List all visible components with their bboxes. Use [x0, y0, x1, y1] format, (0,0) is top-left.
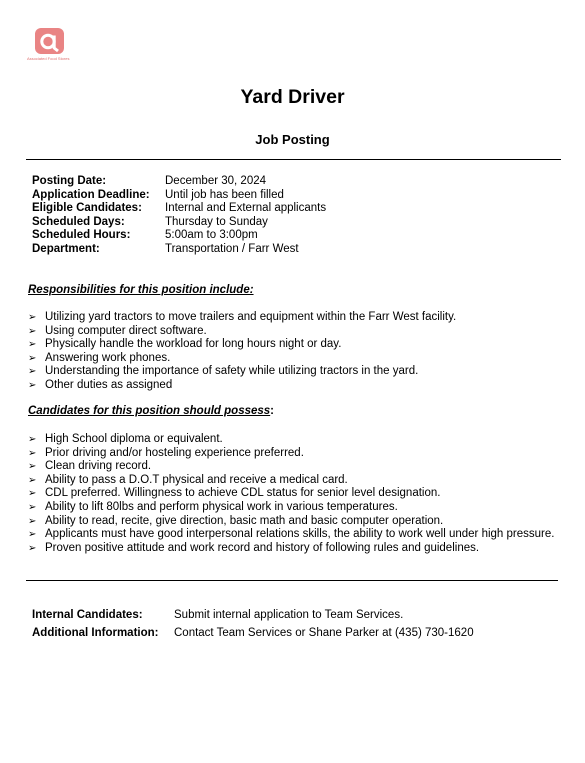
footer-row-additional-information — [32, 624, 474, 642]
list-item — [28, 460, 578, 474]
detail-value: December 30, 2024 — [165, 175, 267, 187]
arrow-bullet-icon: ➢ — [28, 515, 37, 527]
list-item — [28, 474, 578, 488]
list-item — [28, 365, 578, 379]
list-item — [28, 542, 578, 556]
logo-mark — [35, 28, 64, 54]
arrow-bullet-icon: ➢ — [28, 379, 37, 391]
detail-row-posting-date — [32, 175, 326, 189]
list-item — [28, 528, 578, 542]
list-item-text: Physically handle the workload for long hours night or day. — [45, 338, 342, 351]
list-item-text: Ability to lift 80lbs and perform physical work in various temperatures. — [45, 500, 398, 513]
detail-value: Thursday to Sunday — [165, 215, 268, 228]
bottom-divider — [26, 580, 558, 581]
page-subtitle: Job Posting — [255, 132, 330, 147]
list-item — [28, 433, 578, 447]
footer-row-internal-candidates — [32, 606, 474, 624]
arrow-bullet-icon: ➢ — [28, 447, 37, 459]
company-logo — [27, 28, 77, 64]
list-item-text: CDL preferred. Willingness to achieve CDL status for senior level designation. — [45, 487, 441, 500]
detail-label: Scheduled Hours: — [32, 229, 131, 242]
footer-label: Internal Candidates: — [32, 609, 143, 621]
logo-letter-icon — [35, 28, 64, 54]
arrow-bullet-icon: ➢ — [28, 352, 37, 364]
list-item-text: Proven positive attitude and work record and history of following rules and guidelines. — [45, 541, 480, 554]
list-item — [28, 487, 578, 501]
list-item-text: Other duties as assigned — [45, 378, 173, 391]
page-title: Yard Driver — [240, 86, 345, 108]
arrow-bullet-icon: ➢ — [28, 542, 37, 554]
detail-label: Application Deadline: — [32, 188, 150, 201]
list-item-text: Understanding the importance of safety while utilizing tractors in the yard. — [45, 365, 419, 378]
list-item-text: Answering work phones. — [45, 351, 171, 364]
qualifications-heading-text: Candidates for this position should possess — [28, 405, 271, 417]
list-item — [28, 501, 578, 515]
responsibilities-heading — [28, 284, 254, 296]
arrow-bullet-icon: ➢ — [28, 325, 37, 337]
detail-value: Internal and External applicants — [165, 202, 327, 215]
posting-details — [32, 175, 326, 257]
detail-row-scheduled-hours — [32, 229, 326, 243]
footer-details — [32, 606, 474, 642]
qualifications-heading — [28, 405, 274, 417]
arrow-bullet-icon: ➢ — [28, 501, 37, 513]
list-item — [28, 515, 578, 529]
list-item — [28, 325, 578, 339]
list-item-text: Ability to read, recite, give direction, basic math and basic computer operation. — [45, 514, 444, 527]
top-divider — [26, 159, 561, 160]
arrow-bullet-icon: ➢ — [28, 488, 37, 500]
list-item — [28, 379, 578, 393]
detail-row-department — [32, 243, 326, 257]
responsibilities-list — [28, 311, 578, 393]
list-item — [28, 447, 578, 461]
list-item-text: Prior driving and/or hosteling experience preferred. — [45, 446, 304, 459]
detail-label: Scheduled Days: — [32, 215, 125, 228]
detail-label: Department: — [32, 242, 100, 255]
detail-label: Posting Date: — [32, 175, 107, 187]
qualifications-heading-colon: : — [270, 405, 275, 417]
list-item-text: Utilizing yard tractors to move trailers and equipment within the Farr West facility. — [45, 311, 457, 323]
detail-value: Until job has been filled — [165, 188, 284, 201]
arrow-bullet-icon: ➢ — [28, 339, 37, 351]
list-item — [28, 338, 578, 352]
arrow-bullet-icon: ➢ — [28, 529, 37, 541]
qualifications-list — [28, 433, 578, 555]
arrow-bullet-icon: ➢ — [28, 312, 37, 323]
footer-value: Submit internal application to Team Services. — [174, 609, 404, 621]
detail-row-application-deadline — [32, 189, 326, 203]
responsibilities-heading-text: Responsibilities for this position include: — [28, 284, 254, 296]
list-item-text: Using computer direct software. — [45, 324, 207, 337]
list-item — [28, 311, 578, 325]
arrow-bullet-icon: ➢ — [28, 461, 37, 473]
list-item-text: Clean driving record. — [45, 460, 152, 473]
detail-row-scheduled-days — [32, 216, 326, 230]
footer-value: Contact Team Services or Shane Parker at (435) 730-1620 — [174, 627, 474, 639]
arrow-bullet-icon: ➢ — [28, 434, 37, 445]
detail-value: Transportation / Farr West — [165, 242, 299, 255]
detail-row-eligible-candidates — [32, 202, 326, 216]
logo-text: Associated Food Stores — [27, 56, 70, 61]
arrow-bullet-icon: ➢ — [28, 474, 37, 486]
arrow-bullet-icon: ➢ — [28, 366, 37, 378]
detail-label: Eligible Candidates: — [32, 202, 142, 215]
footer-label: Additional Information: — [32, 627, 159, 639]
list-item — [28, 352, 578, 366]
list-item-text: High School diploma or equivalent. — [45, 433, 223, 445]
list-item-text: Ability to pass a D.O.T physical and receive a medical card. — [45, 473, 348, 486]
list-item-text: Applicants must have good interpersonal relations skills, the ability to work well under high pressure. — [45, 528, 555, 541]
detail-value: 5:00am to 3:00pm — [165, 229, 258, 242]
